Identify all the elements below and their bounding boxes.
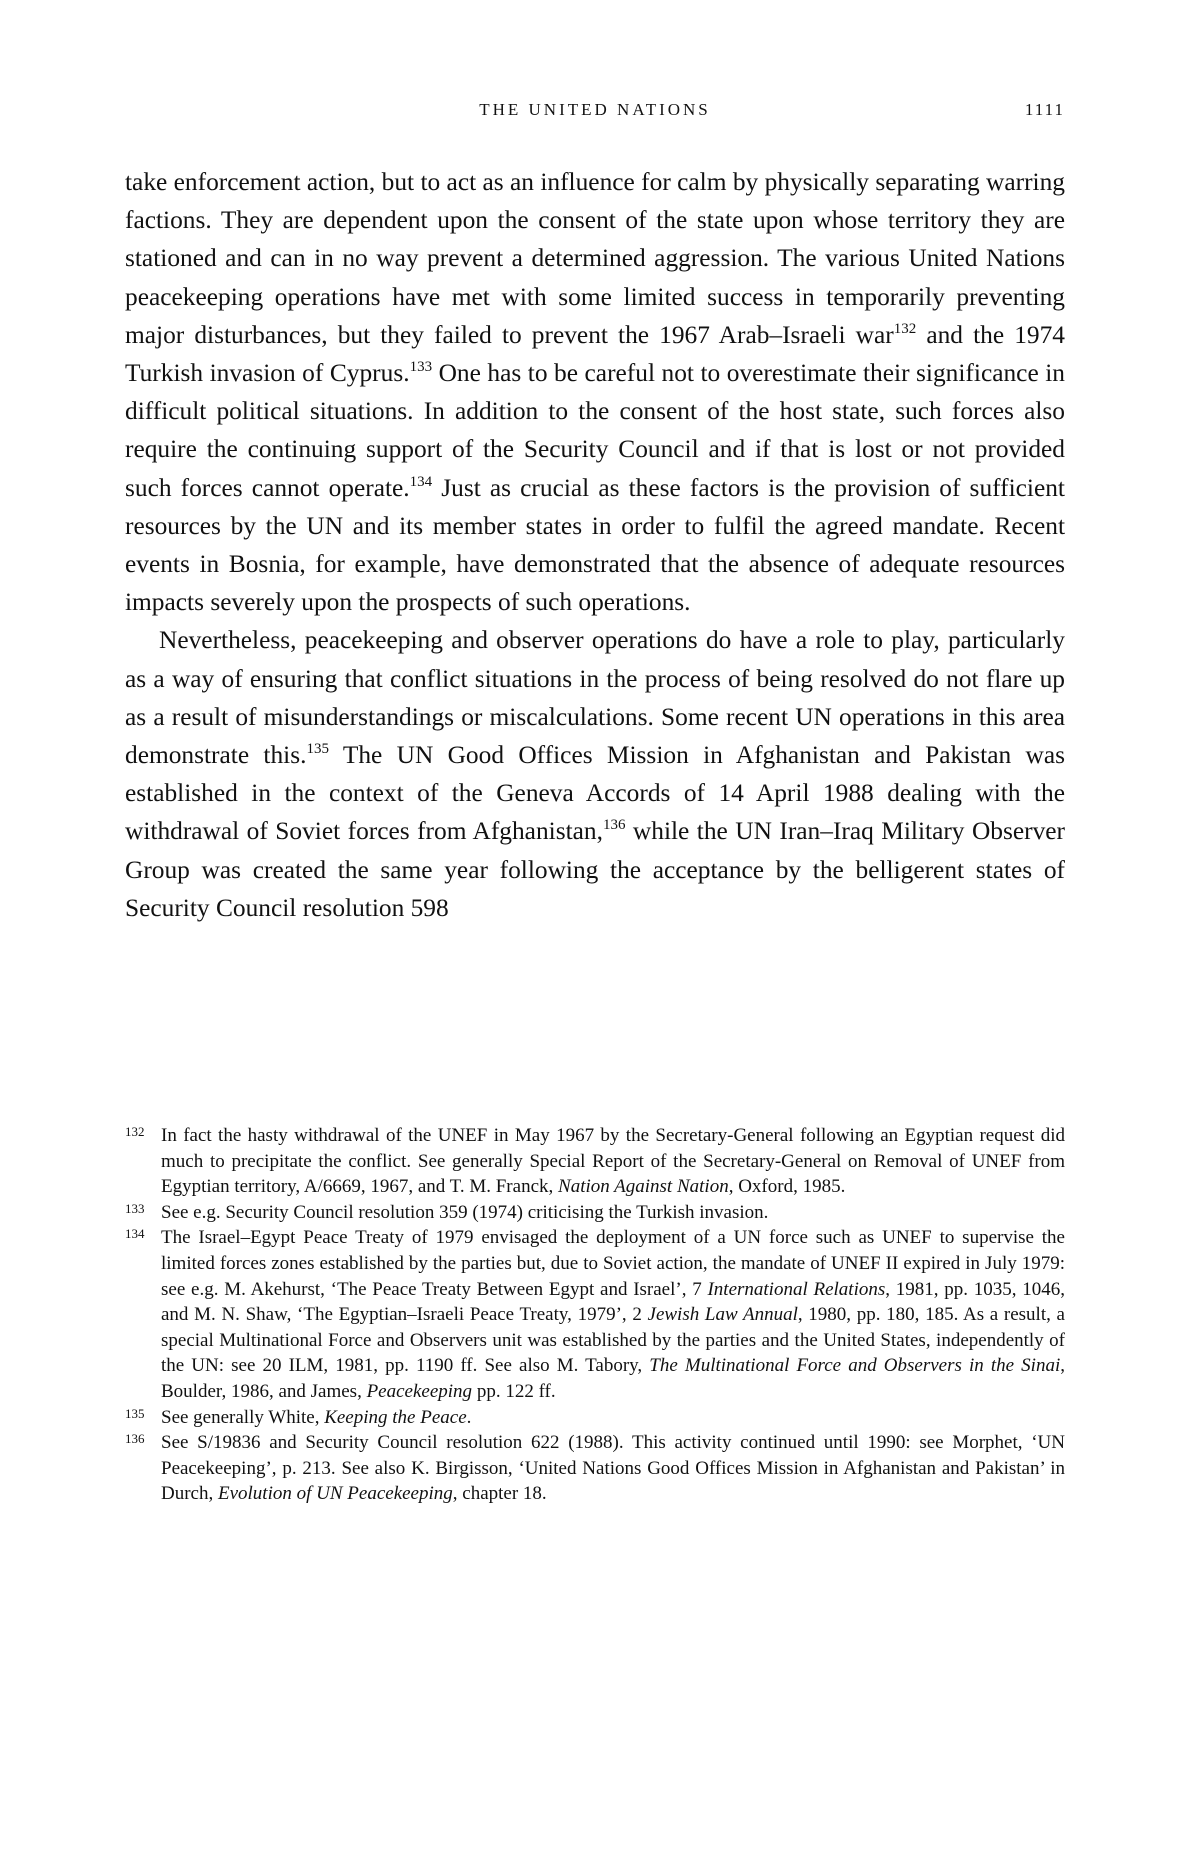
footnote-text: In fact the hasty withdrawal of the UNEF in May 1967 by the Secretary-General following an Egyptian request did much to precipitate the conflict. See generally Special Report of the Secretary-General on Removal of UNEF from Egyptian territory, A/6669, 1967, and T. M. Franck, — [161, 1125, 1065, 1198]
footnote-ref-134[interactable]: 134 — [409, 473, 433, 490]
page-number: 1111 — [1024, 100, 1065, 119]
footnote-number: 133 — [125, 1200, 145, 1216]
footnote-text: See generally White, — [161, 1406, 325, 1428]
paragraph-2 — [125, 621, 1065, 927]
footnote-title: Evolution of UN Peacekeeping — [217, 1483, 453, 1505]
paragraph-text: while the UN Iran–Iraq Military Observer Group was created the same year following the acceptance by the belligerent states of Security Council resolution 598 — [125, 817, 1066, 922]
footnote-136 — [125, 1430, 1065, 1507]
footnote-text: , chapter 18. — [452, 1483, 547, 1505]
paragraph-text: take enforcement action, but to act as an influence for calm by physically separating warring factions. They are dependent upon the consent of the state upon whose territory they are stationed and can in no way prevent a determined aggression. The various United Nations peacekeeping operations have met with some limited success in temporarily preventing major disturbances, but they failed to prevent the 1967 Arab–Israeli war — [125, 168, 1065, 349]
footnote-ref-132[interactable]: 132 — [893, 320, 917, 337]
footnote-text: pp. 122 ff. — [472, 1380, 556, 1402]
paragraph-text: and the 1974 Turkish invasion of Cyprus. — [125, 320, 1065, 388]
footnote-text: . — [466, 1406, 472, 1428]
footnote-text: , 1981, pp. 1035, 1046, and M. N. Shaw, ‘The Egyptian–Israeli Peace Treaty, 1979’, 2 — [161, 1278, 1066, 1326]
footnote-text: See S/19836 and Security Council resolution 622 (1988). This activity continued until 1990: see Morphet, ‘UN Peacekeeping’, p. 213. See also K. Birgisson, ‘United Nations Good Offices Mission in Afghanistan and Pakistan’ in Durch, — [161, 1432, 1065, 1505]
footnote-ref-135[interactable]: 135 — [306, 741, 329, 758]
footnote-135 — [125, 1405, 1065, 1431]
footnote-title: Nation Against Nation — [558, 1176, 729, 1198]
paragraph-text: One has to be careful not to overestimate their significance in difficult political situations. In addition to the consent of the host state, such forces also require the continuing support of the Security Council and if that is lost or not provided such forces cannot operate. — [125, 359, 1065, 502]
footnote-133 — [125, 1200, 1065, 1226]
footnote-title: Jewish Law Annual — [647, 1304, 798, 1326]
footnote-title: The Multinational Force and Observers in the Sinai — [649, 1355, 1061, 1377]
footnote-132 — [125, 1123, 1065, 1200]
footnote-text: See e.g. Security Council resolution 359 (1974) criticising the Turkish invasion. — [161, 1201, 769, 1223]
body-text — [125, 163, 1065, 927]
footnotes — [125, 1123, 1065, 1507]
running-head-title: THE UNITED NATIONS — [479, 100, 711, 119]
footnote-number: 135 — [125, 1405, 145, 1421]
footnote-ref-133[interactable]: 133 — [409, 359, 433, 376]
footnote-text: , Oxford, 1985. — [728, 1176, 846, 1198]
footnote-title: Keeping the Peace — [324, 1406, 467, 1428]
footnote-title: Peacekeeping — [366, 1380, 473, 1402]
paragraph-text: Nevertheless, peacekeeping and observer operations do have a role to play, particularly as a way of ensuring that conflict situations in the process of being resolved do not flare up as a result of misunderstandings or miscalculations. Some recent UN operations in this area demonstrate this. — [125, 626, 1065, 770]
footnote-text: The Israel–Egypt Peace Treaty of 1979 envisaged the deployment of a UN force such as UNEF to supervise the limited forces zones established by the parties but, due to Soviet action, the mandate of UNEF II expired in July 1979: see e.g. M. Akehurst, ‘The Peace Treaty Between Egypt and Israel’, 7 — [161, 1227, 1065, 1300]
paragraph-text: Just as crucial as these factors is the provision of sufficient resources by the UN and its member states in order to fulfil the agreed mandate. Recent events in Bosnia, for example, have demonstrated that the absence of adequate resources impacts severely upon the prospects of such operations. — [125, 473, 1065, 617]
running-head — [125, 100, 1065, 130]
footnote-title: International Relations — [707, 1278, 886, 1300]
footnote-ref-136[interactable]: 136 — [602, 817, 626, 834]
footnote-number: 134 — [125, 1226, 145, 1242]
footnote-number: 136 — [125, 1431, 145, 1447]
footnote-134 — [125, 1225, 1065, 1404]
footnote-text: , 1980, pp. 180, 185. As a result, a special Multinational Force and Observers unit was established by the parties and the United States, independently of the UN: see 20 ILM, 1981, pp. 1190 ff. See also M. Tabory, — [161, 1304, 1065, 1377]
footnote-number: 132 — [125, 1124, 145, 1139]
paragraph-text: The UN Good Offices Mission in Afghanistan and Pakistan was established in the context of the Geneva Accords of 14 April 1988 dealing with the withdrawal of Soviet forces from Afghanistan, — [125, 741, 1065, 846]
paragraph-1 — [125, 163, 1065, 621]
footnote-text: , Boulder, 1986, and James, — [161, 1355, 1065, 1402]
